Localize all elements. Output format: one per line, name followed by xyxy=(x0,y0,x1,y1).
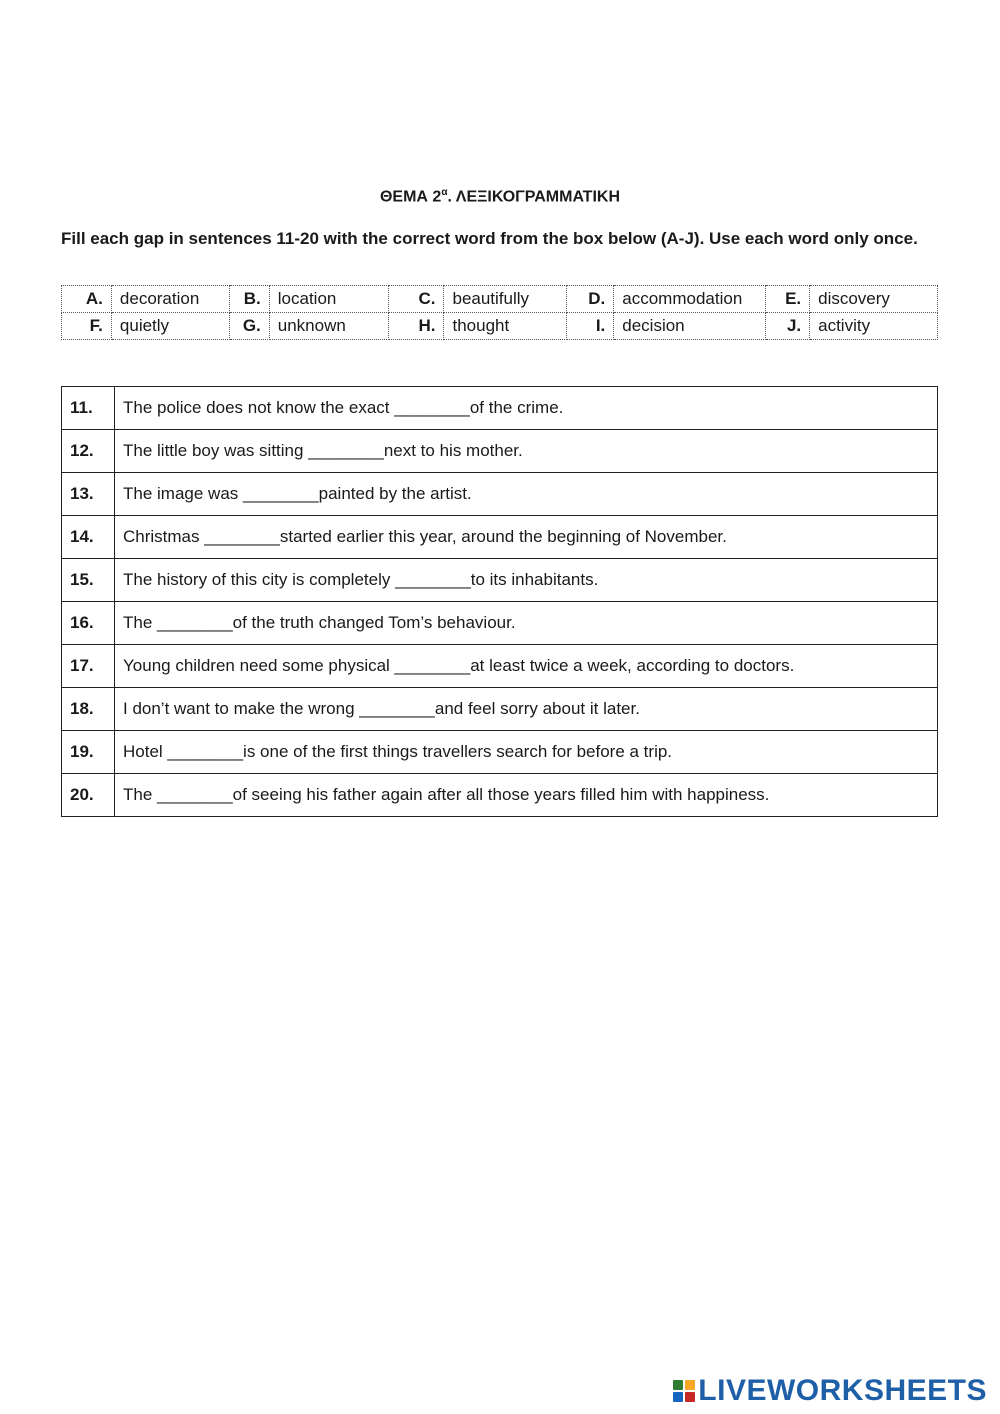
question-row xyxy=(62,774,938,817)
question-number: 17. xyxy=(62,645,115,688)
question-text: The ________of seeing his father again after all those years filled him with happiness. xyxy=(115,774,938,817)
logo-text: LIVEWORKSHEETS xyxy=(698,1374,987,1407)
option-word: quietly xyxy=(111,313,229,340)
option-letter: J. xyxy=(766,313,810,340)
question-row xyxy=(62,559,938,602)
question-text: The ________of the truth changed Tom’s behaviour. xyxy=(115,602,938,645)
option-word: thought xyxy=(444,313,567,340)
question-number: 11. xyxy=(62,387,115,430)
option-word: location xyxy=(269,286,388,313)
logo-square xyxy=(673,1380,683,1390)
logo-square xyxy=(673,1392,683,1402)
section-title: ΘΕΜΑ $2^\alpha$. ΛΕΞΙΚΟΓΡΑΜΜΑΤΙΚΗ xyxy=(379,187,620,206)
question-number: 14. xyxy=(62,516,115,559)
word-box-row xyxy=(62,286,938,313)
question-text: The police does not know the exact ________of the crime. xyxy=(115,387,938,430)
option-letter: F. xyxy=(62,313,112,340)
question-row xyxy=(62,430,938,473)
word-box xyxy=(61,285,938,340)
question-number: 20. xyxy=(62,774,115,817)
option-word: decoration xyxy=(111,286,229,313)
option-letter: H. xyxy=(388,313,444,340)
question-row xyxy=(62,473,938,516)
option-word: accommodation xyxy=(614,286,766,313)
liveworksheets-logo xyxy=(673,1374,987,1408)
question-number: 12. xyxy=(62,430,115,473)
option-letter: B. xyxy=(229,286,269,313)
option-letter: E. xyxy=(766,286,810,313)
option-letter: G. xyxy=(229,313,269,340)
option-word: activity xyxy=(810,313,938,340)
question-number: 13. xyxy=(62,473,115,516)
option-letter: C. xyxy=(388,286,444,313)
question-text: The image was ________painted by the artist. xyxy=(115,473,938,516)
questions-table xyxy=(61,386,938,817)
option-letter: D. xyxy=(567,286,614,313)
question-text: The little boy was sitting ________next to his mother. xyxy=(115,430,938,473)
option-word: decision xyxy=(614,313,766,340)
question-text: Young children need some physical ________at least twice a week, according to doctors. xyxy=(115,645,938,688)
logo-icon xyxy=(673,1380,695,1402)
question-row xyxy=(62,688,938,731)
logo-square xyxy=(685,1380,695,1390)
question-text: I don’t want to make the wrong ________and feel sorry about it later. xyxy=(115,688,938,731)
question-row xyxy=(62,387,938,430)
question-row xyxy=(62,602,938,645)
option-word: beautifully xyxy=(444,286,567,313)
question-number: 15. xyxy=(62,559,115,602)
question-row xyxy=(62,731,938,774)
question-text: Hotel ________is one of the first things travellers search for before a trip. xyxy=(115,731,938,774)
instructions: Fill each gap in sentences 11-20 with the correct word from the box below (A-J). Use each word only once. xyxy=(61,229,918,248)
option-letter: A. xyxy=(62,286,112,313)
question-text: The history of this city is completely ________to its inhabitants. xyxy=(115,559,938,602)
question-number: 18. xyxy=(62,688,115,731)
question-number: 16. xyxy=(62,602,115,645)
logo-square xyxy=(685,1392,695,1402)
option-word: unknown xyxy=(269,313,388,340)
option-letter: I. xyxy=(567,313,614,340)
question-row xyxy=(62,645,938,688)
word-box-row xyxy=(62,313,938,340)
question-row xyxy=(62,516,938,559)
question-number: 19. xyxy=(62,731,115,774)
option-word: discovery xyxy=(810,286,938,313)
question-text: Christmas ________started earlier this year, around the beginning of November. xyxy=(115,516,938,559)
